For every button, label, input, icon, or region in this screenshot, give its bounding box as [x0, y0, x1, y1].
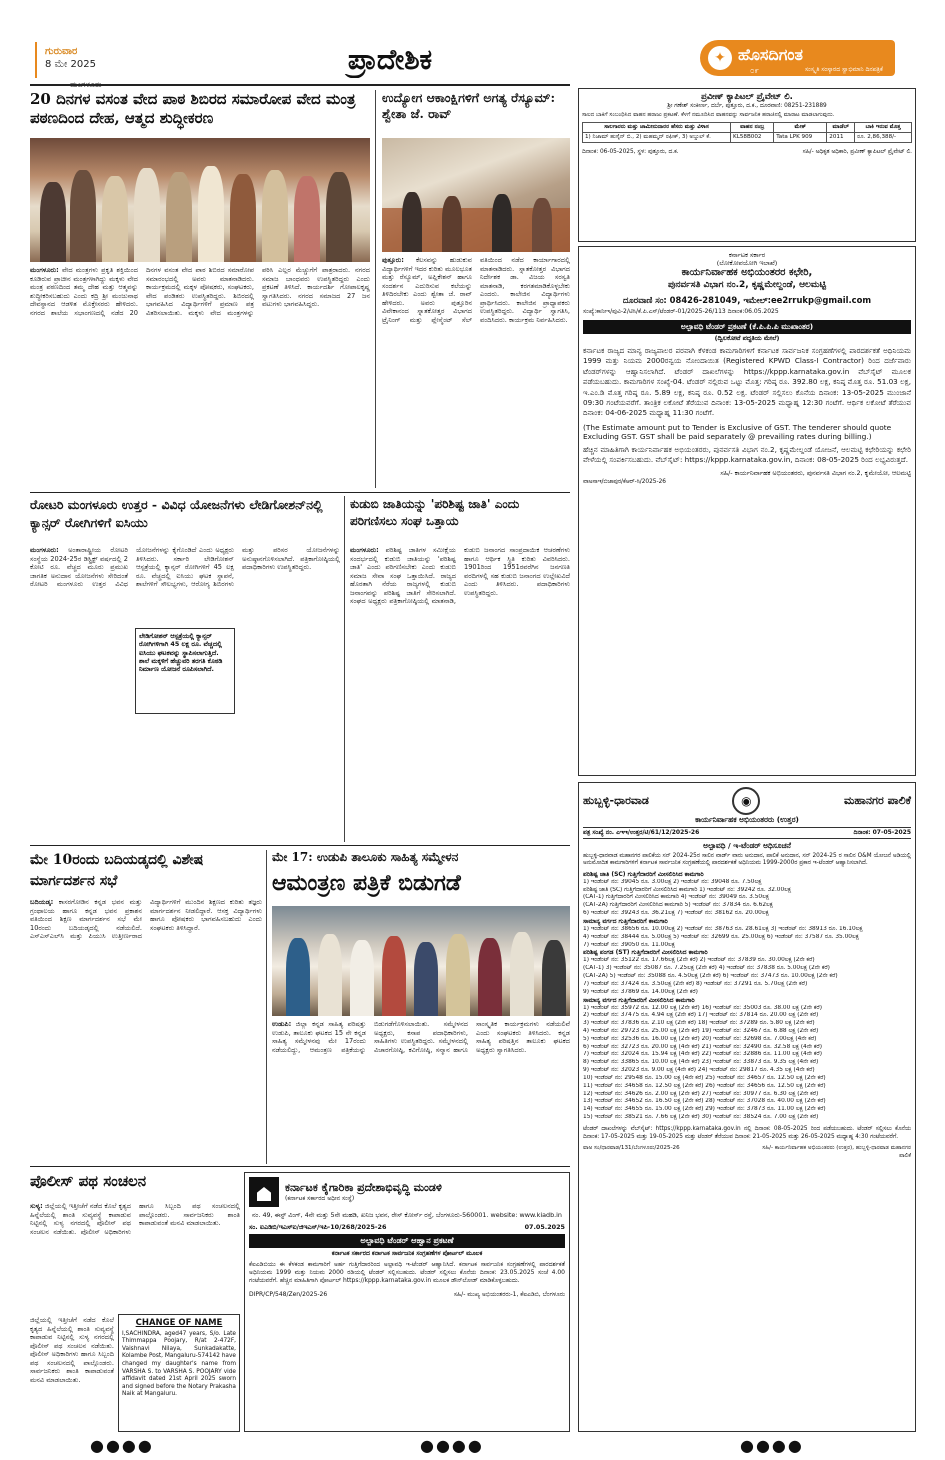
hdmc-ref: ಪತ್ರ ಸಂಖ್ಯೆ ನಂ. ಎಇಇ/ಉತ್ತರ/ಟಿ/61/12/2025-26: [583, 829, 700, 837]
kiadb-date: 07.05.2025: [524, 1222, 565, 1231]
kiadb-band: ಅಲ್ಪಾವಧಿ ಟೆಂಡರ್ ಆಹ್ವಾನ ಪ್ರಕಟಣೆ: [249, 1234, 565, 1248]
hdmc-work-line: 2) ಇಂಡೆಂಟ್ ನಂ: 37475 ರೂ. 4.94 ಲಕ್ಷ (2ನೇ ಕರೆ) 17) ಇಂಡೆಂಟ್ ನಂ: 37814 ರೂ. 20.00 ಲಕ್ಷ (2ನೇ ಕರೆ): [583, 1012, 819, 1019]
praveen-th: ಬಾಕಿ ಇರುವ ಮೊತ್ತ: [855, 122, 912, 132]
hdmc-org2: ಮಹಾನಗರ ಪಾಲಿಕೆ: [843, 793, 911, 807]
praveen-capital-ad: [578, 88, 916, 242]
hdmc-code: ವಾಅ ಸಂ/ಧಾರವಾಡ/131/ಬೆಂಗಳೂರು/2025-26: [583, 1145, 680, 1152]
praveen-th: ಮಾಡೆಲ್: [827, 122, 855, 132]
hdmc-work-line: 1) ಇಂಡೆಂಟ್ ನಂ: 38656 ರೂ. 10.00ಲಕ್ಷ 2) ಇಂಡೆಂಟ್ ನಂ: 38763 ರೂ. 28.61ಲಕ್ಷ 3) ಇಂಡೆಂಟ್ ನಂ: 38913 ರೂ. 16.10ಲಕ್ಷ: [583, 925, 863, 932]
column-divider: [266, 850, 267, 1164]
hdmc-work-line: ಪರಿಶಿಷ್ಟ ಜಾತಿ (SC) ಗುತ್ತಿಗೆದಾರರಿಗೆ ಮೀಸಲಿರಿಸಿದ ಕಾಮಗಾರಿ 1) ಇಂಡೆಂಟ್ ನಂ: 39242 ರೂ. 32.00ಲಕ್ಷ: [583, 886, 792, 893]
hdmc-footer: ಟೆಂಡರ್ ದಾಖಲೆಗಳನ್ನು ವೆಬ್‌ಸೈಟ್: https://kppp.karnataka.gov.in ನಲ್ಲಿ ದಿನಾಂಕ: 08-05-2025 ರಿಂದ ಪಡೆಯಬಹುದು. ಟೆಂಡರ್ ಸಲ್ಲಿಸಲು ಕೊನೆಯ ದಿನಾಂಕ: 17-05-2025 ಮತ್ತು 19-05-2025 ಮತ್ತು ಟೆಂಡರ್ ತೆರೆಯುವ ದಿನಾಂಕ: 21-05-2025 ಮತ್ತು 26-05-2025 ಮಧ್ಯಾಹ್ನ 4:30 ಗಂಟೆಯವರೆಗೆ.: [583, 1125, 911, 1140]
pwd-ref: ಸಂಖ್ಯೆ:ಕಾನೀಇ/ಪುವಿ-2/ಟಿಸಿ/ಕೆ.ಪಿ.ಎಸ್/ಟೆಂಡರ್-01/2025-26/113 ದಿನಾಂಕ:06.05.2025: [583, 308, 779, 316]
hdmc-group-title: ಪರಿಶಿಷ್ಟ ಜಾತಿ (SC) ಗುತ್ತಿಗೆದಾರರಿಗೆ ಮೀಸಲಿರಿಸಿದ ಕಾಮಗಾರಿ: [583, 870, 704, 878]
hdmc-date: ದಿನಾಂಕ: 07-05-2025: [853, 829, 911, 837]
pwd-phone: ದೂರವಾಣಿ ಸಂ: 08426-281049, ಇಮೇಲ್:ee2rrukp@gmail.com: [622, 294, 872, 305]
praveen-notice: ಸಾಲದ ಬಾಕಿಗೆ ಸಂಬಂಧಿಸಿದ ವಾಹನ ಹರಾಜು ಪ್ರಕಟಣೆ. ಕೆಳಗೆ ನಮೂದಿಸಿದ ವಾಹನವನ್ನು ಸಾರ್ವಜನಿಕ ಹರಾಜಿನಲ್ಲಿ ಮಾರಾಟ ಮಾಡಲಾಗುವುದು.: [582, 112, 835, 119]
hdmc-emblem-icon: ◉: [732, 787, 760, 815]
pwd-band2: (ದ್ವಿಲಕೋಟೆ ಪದ್ಧತಿಯ ಮೇಲೆ): [714, 333, 780, 342]
hdmc-work-line: 9) ಇಂಡೆಂಟ್ ನಂ: 37869 ರೂ. 14.00ಲಕ್ಷ (2ನೇ ಕರೆ): [583, 988, 698, 995]
pwd-sign: ಸಹಿ/- ಕಾರ್ಯನಿರ್ವಾಹಕ ಅಭಿಯಂತರರು, ಪುನರ್ವಸತಿ ವಿಭಾಗ ನಂ.2, ಕೃಮೇಯೋ, ಆಲಮಟ್ಟಿ: [720, 469, 911, 478]
pwd-dept: (ಲೋಕೋಪಯೋಗಿ ಇಲಾಖೆ): [716, 259, 778, 268]
hdmc-work-line: 1) ಇಂಡೆಂಟ್ ನಂ: 35972 ರೂ. 12.00 ಲಕ್ಷ (2ನೇ ಕರೆ) 16) ಇಂಡೆಂಟ್ ನಂ: 35003 ರೂ. 38.00 ಲಕ್ಷ (2ನೇ ಕರೆ): [583, 1004, 822, 1011]
udupi-text: ಜಿಲ್ಲಾ ಕನ್ನಡ ಸಾಹಿತ್ಯ ಪರಿಷತ್ತು ಉಡುಪಿ, ತಾಲೂಕು ಘಟಕದ 15 ನೇ ಕನ್ನಡ ಸಾಹಿತ್ಯ ಸಮ್ಮೇಳನವು ಮೇ 17ರಂದು ನಡೆಯಲಿದ್ದು, ಆಮಂತ್ರಣ ಪತ್ರಿಕೆಯನ್ನು ಬಿಡುಗಡೆಗೊಳಿಸಲಾಯಿತು. ಸಮ್ಮೇಳನದ ಅಧ್ಯಕ್ಷರು, ಕಸಾಪ ಪದಾಧಿಕಾರಿಗಳು, ಸಾಹಿತಿಗಳು ಉಪಸ್ಥಿತರಿದ್ದರು. ಸಮ್ಮೇಳನದಲ್ಲಿ ವಿಚಾರಗೋಷ್ಠಿ, ಕವಿಗೋಷ್ಠಿ, ಸನ್ಮಾನ ಹಾಗೂ ಸಾಂಸ್ಕೃತಿಕ ಕಾರ್ಯಕ್ರಮಗಳು ನಡೆಯಲಿವೆ ಎಂದು ಸಂಘಟಕರು ತಿಳಿಸಿದರು. ಕನ್ನಡ ಸಾಹಿತ್ಯ ಪರಿಷತ್ತಿನ ತಾಲೂಕು ಘಟಕದ ಅಧ್ಯಕ್ಷರು ಸ್ವಾಗತಿಸಿದರು.: [272, 1020, 570, 1054]
hdmc-work-line: (CAT-2A) ಗುತ್ತಿಗೆದಾರರಿಗೆ ಮೀಸಲಿರಿಸಿದ ಕಾಮಗಾರಿ 5) ಇಂಡೆಂಟ್ ನಂ: 37834 ರೂ. 6.62ಲಕ್ಷ: [583, 902, 773, 909]
change-of-name-ad: [118, 1314, 240, 1432]
praveen-td: KL58B002: [731, 132, 774, 142]
may10-body: [30, 898, 262, 1162]
pwd-office: ಕಾರ್ಯನಿರ್ವಾಹಕ ಅಭಿಯಂತರರ ಕಛೇರಿ,: [681, 267, 813, 279]
police-body-cont: [30, 1316, 114, 1432]
hdmc-work-line: 4) ಇಂಡೆಂಟ್ ನಂ: 38444 ರೂ. 5.00ಲಕ್ಷ 5) ಇಂಡೆಂಟ್ ನಂ: 32699 ರೂ. 25.00ಲಕ್ಷ 6) ಇಂಡೆಂಟ್ ನಂ: 37587 ರೂ. 35.00ಲಕ್ಷ: [583, 933, 859, 940]
praveen-td: Tata LPK 909: [774, 132, 827, 142]
udupi-kicker: ಮೇ 17: ಉಡುಪಿ ತಾಲೂಕು ಸಾಹಿತ್ಯ ಸಮ್ಮೇಳನ: [272, 850, 459, 864]
kudubi-headline: ಕುಡುಬಿ ಜಾತಿಯನ್ನು 'ಪರಿಶಿಷ್ಟ ಜಾತಿ' ಎಂದು ಪರಿಗಣಿಸಲು ಸಂಘ ಒತ್ತಾಯ: [350, 497, 520, 528]
vasanta-text: ವೇದ ಮಂತ್ರಗಳು ಪ್ರಕೃತಿ ಶಕ್ತಿಯಿಂದ ಕೂಡಿರುವ ಪ್ರಾಚೀನ ಮಂತ್ರಗಳಾಗಿದ್ದು ಮಕ್ಕಳು ವೇದ ಮಂತ್ರ ಪಠಣದಿಂದ ತಮ್ಮ ದೇಹ ಮತ್ತು ಆತ್ಮವನ್ನು ಶುದ್ಧೀಕರಿಸಬಹುದು ಎಂದು ಕದ್ರಿ ಶ್ರೀ ಮಂಜುನಾಥ ದೇವಸ್ಥಾನದ ಆಡಳಿತ ಮೊಕ್ತೇಸರರು ಹೇಳಿದರು. ನಗರದ ಶಾಲೆಯ ಸಭಾಂಗಣದಲ್ಲಿ ನಡೆದ 20 ದಿನಗಳ ವಸಂತ ವೇದ ಪಾಠ ಶಿಬಿರದ ಸಮಾರೋಪ ಸಮಾರಂಭದಲ್ಲಿ ಅವರು ಮಾತನಾಡಿದರು. ಕಾರ್ಯಕ್ರಮದಲ್ಲಿ ಮಕ್ಕಳ ಪೋಷಕರು, ಸಂಘಟಕರು, ವೇದ ಪಂಡಿತರು ಉಪಸ್ಥಿತರಿದ್ದರು. ಶಿಬಿರದಲ್ಲಿ ಭಾಗವಹಿಸಿದ ವಿದ್ಯಾರ್ಥಿಗಳಿಗೆ ಪ್ರಮಾಣ ಪತ್ರ ವಿತರಿಸಲಾಯಿತು. ಮಕ್ಕಳು ವೇದ ಮಂತ್ರಗಳನ್ನು ಪಠಿಸಿ ಎಲ್ಲರ ಮೆಚ್ಚುಗೆಗೆ ಪಾತ್ರರಾದರು. ನಗರದ ಸಮಾಜ ಬಾಂಧವರು ಉಪಸ್ಥಿತರಿದ್ದರು ಎಂದು ಪ್ರಕಟಣೆ ತಿಳಿಸಿದೆ. ಕಾರ್ಯದರ್ಶಿ ಗೋಪಾಲಕೃಷ್ಣ ಸ್ವಾಗತಿಸಿದರು. ನಗರದ ಸಮಾಜದ 27 ಜನ ವಟುಗಳು ಭಾಗವಹಿಸಿದ್ದರು.: [30, 266, 370, 317]
column-divider: [344, 496, 345, 842]
hdmc-work-line: 11) ಇಂಡೆಂಟ್ ನಂ: 34658 ರೂ. 12.50 ಲಕ್ಷ (2ನೇ ಕರೆ) 26) ಇಂಡೆಂಟ್ ನಂ: 34656 ರೂ. 12.50 ಲಕ್ಷ (2ನೇ ಕರೆ): [583, 1082, 826, 1089]
kudubi-body: [350, 546, 570, 840]
praveen-title: ಪ್ರವೀಣ್ ಕ್ಯಾಪಿಟಲ್ ಪ್ರೈವೇಟ್ ಲಿ.: [701, 92, 793, 102]
hdmc-office: ಕಾರ್ಯನಿರ್ವಾಹಕ ಅಭಿಯಂತರರು (ಉತ್ತರ): [695, 815, 799, 824]
hdmc-work-line: 9) ಇಂಡೆಂಟ್ ನಂ: 32023 ರೂ. 9.00 ಲಕ್ಷ (4ನೇ ಕರೆ) 24) ಇಂಡೆಂಟ್ ನಂ: 29817 ರೂ. 4.35 ಲಕ್ಷ (4ನೇ ಕರೆ): [583, 1067, 815, 1074]
rotary-headline: ರೋಟರಿ ಮಂಗಳೂರು ಉತ್ತರ - ವಿವಿಧ ಯೋಜನೆಗಳು ಲೇಡಿಗೋಶನ್‌ನಲ್ಲಿ ಕ್ಯಾನ್ಸರ್ ರೋಗಿಗಳಿಗೆ ಐಸಿಯು: [30, 497, 323, 530]
section-rule: [30, 1166, 570, 1167]
udupi-body: [272, 1020, 570, 1162]
pwd-division: ಪುನರ್ವಸತಿ ವಿಭಾಗ ನಂ.2, ಕೃಷ್ಣಮೇಲ್ದಂಡೆ, ಆಲಮಟ್ಟಿ: [668, 280, 826, 291]
hdmc-work-line: 12) ಇಂಡೆಂಟ್ ನಂ: 34626 ರೂ. 2.00 ಲಕ್ಷ (2ನೇ ಕರೆ) 27) ಇಂಡೆಂಟ್ ನಂ: 30977 ರೂ. 6.30 ಲಕ್ಷ (2ನೇ ಕರೆ): [583, 1090, 819, 1097]
hdmc-work-line: 4) ಇಂಡೆಂಟ್ ನಂ: 29723 ರೂ. 25.00 ಲಕ್ಷ (2ನೇ ಕರೆ) 19) ಇಂಡೆಂಟ್ ನಂ: 32467 ರೂ. 6.88 ಲಕ್ಷ (2ನೇ ಕರೆ): [583, 1028, 819, 1035]
pwd-gst: (The Estimate amount put to Tender is Exclusive of GST. The tenderer should quote Excluding GST. GST shall be paid separately @ prevailing rates during billing.): [583, 422, 892, 442]
hdmc-work-line: 7) ಇಂಡೆಂಟ್ ನಂ: 37424 ರೂ. 3.50ಲಕ್ಷ (2ನೇ ಕರೆ) 8) ಇಂಡೆಂಟ್ ನಂ: 37291 ರೂ. 5.70ಲಕ್ಷ (2ನೇ ಕರೆ): [583, 980, 808, 987]
kiadb-code: DIPR/CP/548/Zen/2025-26: [249, 1291, 328, 1299]
pwd-gov: ಕರ್ನಾಟಕ ಸರ್ಕಾರ: [728, 251, 766, 259]
hdmc-work-line: 1) ಇಂಡೆಂಟ್ ನಂ: 35122 ರೂ. 17.66ಲಕ್ಷ (2ನೇ ಕರೆ) 2) ಇಂಡೆಂಟ್ ನಂ: 37839 ರೂ. 30.00ಲಕ್ಷ (2ನೇ ಕರೆ): [583, 957, 815, 964]
section-rule: [30, 492, 570, 493]
page-number: ೦೯: [750, 66, 759, 75]
vasanta-headline: 20 ದಿನಗಳ ವಸಂತ ವೇದ ಪಾಠ ಶಿಬಿರದ ಸಮಾರೋಪ ವೇದ ಮಂತ್ರ ಪಠಣದಿಂದ ದೇಹ, ಆತ್ಮದ ಶುದ್ಧೀಕರಣ: [30, 90, 356, 127]
hdmc-work-line: 8) ಇಂಡೆಂಟ್ ನಂ: 33865 ರೂ. 10.00 ಲಕ್ಷ (4ನೇ ಕರೆ) 23) ಇಂಡೆಂಟ್ ನಂ: 33873 ರೂ. 9.35 ಲಕ್ಷ (4ನೇ ಕರೆ): [583, 1059, 819, 1066]
masthead-day: ಗುರುವಾರ: [45, 46, 78, 57]
praveen-sub: ಶ್ರೀ ಗಣೇಶ್ ಸಂಕೀರ್ಣ, ದರ್ಬೆ, ಪುತ್ತೂರು, ದ.ಕ., ದೂರವಾಣಿ: 08251-231889: [667, 102, 827, 109]
hdmc-work-line: (CAT-1) 3) ಇಂಡೆಂಟ್ ನಂ: 35087 ರೂ. 7.25ಲಕ್ಷ (2ನೇ ಕರೆ) 4) ಇಂಡೆಂಟ್ ನಂ: 37838 ರೂ. 5.00ಲಕ್ಷ (2ನೇ ಕರೆ): [583, 965, 830, 972]
change-of-name-title: CHANGE OF NAME: [135, 1318, 223, 1328]
kudubi-dateline: ಮಂಗಳೂರು:: [350, 546, 379, 554]
kiadb-title: ಕರ್ನಾಟಕ ಕೈಗಾರಿಕಾ ಪ್ರದೇಶಾಭಿವೃದ್ಧಿ ಮಂಡಳಿ: [285, 1181, 442, 1195]
kiadb-band2: ಕರ್ನಾಟಕ ಸರ್ಕಾರದ ಕರ್ನಾಟಕ ಸಾರ್ವಜನಿಕ ಸಂಗ್ರಹಣೆಗಳ ಪೋರ್ಟಲ್ ಮೂಲಕ: [331, 1250, 483, 1258]
hdmc-work-line: 5) ಇಂಡೆಂಟ್ ನಂ: 32536 ರೂ. 16.00 ಲಕ್ಷ (2ನೇ ಕರೆ) 20) ಇಂಡೆಂಟ್ ನಂ: 32698 ರೂ. 7.00ಲಕ್ಷ (4ನೇ ಕರೆ): [583, 1035, 817, 1042]
hdmc-sign: ಸಹಿ/- ಕಾರ್ಯನಿರ್ವಾಹಕ ಅಭಿಯಂತರರು (ಉತ್ತರ), ಹುಬ್ಬಳ್ಳಿ-ಧಾರವಾಡ ಮಹಾನಗರ ಪಾಲಿಕೆ: [762, 1145, 911, 1159]
vasanta-photo: [30, 138, 370, 262]
praveen-td: ರೂ. 2,86,388/-: [855, 132, 912, 142]
kiadb-address: ನಂ. 49, ಈಸ್ಟ್ ವಿಂಗ್, 4ನೇ ಮತ್ತು 5ನೇ ಮಹಡಿ, ಖನಿಜ ಭವನ, ರೇಸ್ ಕೋರ್ಸ್ ರಸ್ತೆ, ಬೆಂಗಳೂರು-560001. website: www.kiadb.in: [252, 1211, 562, 1219]
praveen-table: [582, 122, 912, 143]
change-of-name-text: I,SACHINDRA, aged47 years, S/o. Late Thimmappa Poojary, R/at 2-472F, Vaishnavi Nilaya, Sunkadakatte, Kolambe Post, Mangaluru-574142 have changed my daughter's name from VARSHA S. to VARSHA S. POOJARY vide affidavit dated 21st April 2025 sworn and signed before the Notary Prakasha Naik at Mangaluru.: [122, 1330, 236, 1398]
pwd-tail: ಹೆಚ್ಚಿನ ಮಾಹಿತಿಗಾಗಿ ಕಾರ್ಯನಿರ್ವಾಹಕ ಅಭಿಯಂತರರು, ಪುನರ್ವಸತಿ ವಿಭಾಗ ನಂ.2, ಕೃಷ್ಣಮೇಲ್ದಂಡೆ ಯೋಜನೆ, ಆಲಮಟ್ಟಿ ಕಛೇರಿಯನ್ನು ಕಛೇರಿ ವೇಳೆಯಲ್ಲಿ ಸಂಪರ್ಕಿಸಬಹುದು. ವೆಬ್‌ಸೈಟ್: https://kppp.karnataka.gov.in, ದಿನಾಂಕ: 08-05-2025 ರಿಂದ ಲಭ್ಯವಿರುತ್ತದೆ.: [583, 445, 911, 465]
udyoga-dateline: ಪುತ್ತೂರು:: [382, 256, 404, 264]
praveen-td: 2011: [827, 132, 855, 142]
kiadb-logo: [249, 1177, 279, 1207]
pwd-band: ಅಲ್ಪಾವಧಿ ಟೆಂಡರ್ ಪ್ರಕಟಣೆ (ಕೆ.ಪಿ.ಪಿ.ಪಿ ಮುಖಾಂತರ): [583, 320, 911, 333]
police-text-cont: ಜಿಲ್ಲೆಯಲ್ಲಿ ಇತ್ತೀಚೆಗೆ ನಡೆದ ಕೊಲೆ ಕೃತ್ಯದ ಹಿನ್ನೆಲೆಯಲ್ಲಿ ಶಾಂತಿ ಸುವ್ಯವಸ್ಥೆ ಕಾಪಾಡುವ ನಿಟ್ಟಿನಲ್ಲಿ ಸುಳ್ಯ ನಗರದಲ್ಲಿ ಪೊಲೀಸ್ ಪಥ ಸಂಚಲನ ನಡೆಯಿತು. ಪೊಲೀಸ್ ಅಧಿಕಾರಿಗಳು ಹಾಗೂ ಸಿಬ್ಬಂದಿ ಪಥ ಸಂಚಲನದಲ್ಲಿ ಪಾಲ್ಗೊಂಡರು. ಸಾರ್ವಜನಿಕರು ಶಾಂತಿ ಕಾಪಾಡುವಂತೆ ಮನವಿ ಮಾಡಲಾಯಿತು.: [30, 1316, 114, 1384]
hdmc-work-line: 10) ಇಂಡೆಂಟ್ ನಂ: 29548 ರೂ. 15.00 ಲಕ್ಷ (4ನೇ ಕರೆ) 25) ಇಂಡೆಂಟ್ ನಂ: 34657 ರೂ. 12.50 ಲಕ್ಷ (2ನೇ ಕರೆ): [583, 1074, 826, 1081]
rotary-pull-quote: ಲೇಡಿಗೋಶನ್ ಆಸ್ಪತ್ರೆಯಲ್ಲಿ ಕ್ಯಾನ್ಸರ್ ರೋಗಿಗಳಿಗಾಗಿ 45 ಲಕ್ಷ ರೂ. ವೆಚ್ಚದಲ್ಲಿ ಐಸಿಯು ಘಟಕವನ್ನು ಸ್ಥಾಪಿಸಲಾಗುತ್ತಿದೆ. ಶಾಲೆ ಮಕ್ಕಳಿಗೆ ಹೆಚ್ಚುವರಿ ತರಗತಿ ಕೊಠಡಿ ನಿರ್ಮಾಣ ಯೋಜನೆ ರೂಪಿಸಲಾಗಿದೆ.: [135, 628, 235, 714]
hdmc-group-title: ಸಾಮಾನ್ಯ ವರ್ಗದ ಗುತ್ತಿಗೆದಾರರಿಗೆ ಮೀಸಲಿರಿಸಿದ ಕಾಮಗಾರಿ: [583, 996, 695, 1004]
hdmc-work-line: 7) ಇಂಡೆಂಟ್ ನಂ: 39050 ರೂ. 11.00ಲಕ್ಷ: [583, 941, 675, 948]
udyoga-text: ಕೆಲಸವನ್ನು ಹುಡುಕುವ ವಿದ್ಯಾರ್ಥಿಗಳಿಗೆ ಇದರ ಕುರಿತು ಮೂಲಭೂತ ಮತ್ತು ರೆಸ್ಯೂಮ್, ಅಪ್ಲಿಕೇಶನ್ ಹಾಗೂ ಸಂದರ್ಶನ ಎದುರಿಸುವ ಕಲೆಯನ್ನು ತಿಳಿದಿರಬೇಕು ಎಂದು ಶ್ವೇತಾ ಜೆ. ರಾವ್ ಹೇಳಿದರು. ಅವರು ಪುತ್ತೂರಿನ ವಿವೇಕಾನಂದ ಸ್ನಾತಕೋತ್ತರ ವಿಭಾಗದ ಟ್ರೈನಿಂಗ್ ಮತ್ತು ಪ್ಲೇಸ್ಮೆಂಟ್ ಸೆಲ್ ವತಿಯಿಂದ ನಡೆದ ಕಾರ್ಯಾಗಾರದಲ್ಲಿ ಮಾತನಾಡಿದರು. ಸ್ನಾತಕೋತ್ತರ ವಿಭಾಗದ ನಿರ್ದೇಶಕ ಡಾ. ವಿಜಯ ಸರಸ್ವತಿ ಮಾತನಾಡಿ, ಕರಗತಮಾಡಿಕೊಳ್ಳಬೇಕು ಎಂದರು. ಕಾಲೇಜಿನ ವಿದ್ಯಾರ್ಥಿಗಳು ಪ್ರಾರ್ಥಿಸಿದರು. ಕಾಲೇಜಿನ ಪ್ರಾಧ್ಯಾಪಕರು ಉಪಸ್ಥಿತರಿದ್ದರು. ವಿದ್ಯಾರ್ಥಿ ಸ್ವಾಗತಿಸಿ, ವಂದಿಸಿದರು. ಕಾರ್ಯಕ್ರಮ ನಿರ್ವಹಿಸಿದರು.: [382, 256, 570, 324]
masthead-date-block: [45, 45, 130, 71]
hdmc-group-title: ಪರಿಶಿಷ್ಟ ಪಂಗಡ (ST) ಗುತ್ತಿಗೆದಾರರಿಗೆ ಮೀಸಲಿರಿಸಿದ ಕಾಮಗಾರಿ: [583, 949, 708, 957]
hdmc-ad: [578, 782, 916, 1432]
udyoga-photo: [382, 138, 570, 252]
hdmc-work-line: 6) ಇಂಡೆಂಟ್ ನಂ: 39243 ರೂ. 36.21ಲಕ್ಷ 7) ಇಂಡೆಂಟ್ ನಂ: 38162 ರೂ. 20.00ಲಕ್ಷ: [583, 910, 769, 917]
may10-headline: ಮೇ 10ರಂದು ಬದಿಯಡ್ಕದಲ್ಲಿ ವಿಶೇಷ ಮಾರ್ಗದರ್ಶನ ಸಭೆ: [30, 852, 204, 889]
udupi-photo: [272, 906, 570, 1016]
masthead-rule: [30, 84, 570, 86]
column-divider: [375, 90, 376, 488]
udyoga-body: [382, 256, 570, 488]
hdmc-group-title: ಸಾಮಾನ್ಯ ವರ್ಗದ ಗುತ್ತಿಗೆದಾರರಿಗೆ ಕಾಮಗಾರಿ: [583, 917, 668, 925]
hdmc-work-list: [583, 871, 911, 1122]
section-title: ಪ್ರಾದೇಶಿಕ: [347, 43, 433, 76]
udyoga-headline: ಉದ್ಯೋಗ ಆಕಾಂಕ್ಷಿಗಳಿಗೆ ಅಗತ್ಯ ರೆಸ್ಯೂಮ್: ಶ್ವೇತಾ ಜೆ. ರಾವ್: [382, 90, 556, 122]
rotary-text: ಅಂತಾರಾಷ್ಟ್ರೀಯ ರೋಟರಿ ಸಂಸ್ಥೆಯ 2024-25ರ ಡಿಸ್ಟ್ರಿಕ್ಟ್ ವರ್ಷದಲ್ಲಿ 2 ಕೋಟಿ ರೂ. ವೆಚ್ಚದ ಮೂರು ಪ್ರಮುಖ ಜಾಗತಿಕ ಅನುದಾನ ಯೋಜನೆಗಳು ಸೇರಿದಂತೆ ರೋಟರಿ ಮಂಗಳೂರು ಉತ್ತರ ವಿವಿಧ ಯೋಜನೆಗಳನ್ನು ಕೈಗೊಂಡಿದೆ ಎಂದು ಅಧ್ಯಕ್ಷರು ತಿಳಿಸಿದರು. ಸರ್ಕಾರಿ ಲೇಡಿಗೋಶನ್ ಆಸ್ಪತ್ರೆಯಲ್ಲಿ ಕ್ಯಾನ್ಸರ್ ರೋಗಿಗಳಿಗೆ 45 ಲಕ್ಷ ರೂ. ವೆಚ್ಚದಲ್ಲಿ ಐಸಿಯು ಘಟಕ ಸ್ಥಾಪನೆ, ಶಾಲೆಗಳಿಗೆ ಸೌಲಭ್ಯಗಳು, ಆರೋಗ್ಯ ಶಿಬಿರಗಳು ಮತ್ತು ಪರಿಸರ ಯೋಜನೆಗಳನ್ನು ಅನುಷ್ಠಾನಗೊಳಿಸಲಾಗಿದೆ. ಪತ್ರಿಕಾಗೋಷ್ಠಿಯಲ್ಲಿ ಪದಾಧಿಕಾರಿಗಳು ಉಪಸ್ಥಿತರಿದ್ದರು.: [30, 546, 340, 589]
masthead: [0, 0, 945, 88]
hdmc-intro: ಹುಬ್ಬಳ್ಳಿ-ಧಾರವಾಡ ಮಹಾನಗರ ಪಾಲಿಕೆಯ ಸನ್ 2024-25ರ ಸಾಲಿನ ವಾರ್ಡ್ ವಾರು ಅನುದಾನ, ಪಾಲಿಕೆ ಅನುದಾನ, ಸನ್ 2024-25 ರ ಸಾಲಿನ O&M ಯೋಜನೆ ಅಡಿಯಲ್ಲಿ ಅನುಮೋದಿತ ಕಾಮಗಾರಿಗಳಿಗೆ ಕರ್ನಾಟಕ ಸಾರ್ವಜನಿಕ ಸಂಗ್ರಹಣೆಯಲ್ಲಿ ಪಾರದರ್ಶಕತೆ ಅಧಿನಿಯಮ 1999-2000ರ ಪ್ರಕಾರ ಇ-ಟೆಂಡರ್ ಆಹ್ವಾನಿಸಲಾಗಿದೆ.: [583, 852, 911, 867]
hdmc-work-line: 15) ಇಂಡೆಂಟ್ ನಂ: 38521 ರೂ. 7.66 ಲಕ್ಷ (2ನೇ ಕರೆ) 30) ಇಂಡೆಂಟ್ ನಂ: 38524 ರೂ. 7.00 ಲಕ್ಷ (2ನೇ ಕರೆ): [583, 1113, 819, 1120]
udupi-headline: ಆಮಂತ್ರಣ ಪತ್ರಿಕೆ ಬಿಡುಗಡೆ: [272, 870, 461, 896]
hdmc-work-line: (CAT-2A) 5) ಇಂಡೆಂಟ್ ನಂ: 35088 ರೂ. 4.50ಲಕ್ಷ (2ನೇ ಕರೆ) 6) ಇಂಡೆಂಟ್ ನಂ: 37473 ರೂ. 10.00ಲಕ್ಷ (2ನೇ ಕರೆ): [583, 973, 838, 980]
police-body: [30, 1202, 240, 1312]
paper-tagline: ಸಂಸ್ಕೃತಿ ಸಂಸ್ಕಾರದ ಸ್ವಾಭಿಮಾನಿ ದಿನಪತ್ರಿಕೆ: [805, 66, 883, 73]
hdmc-work-line: 1) ಇಂಡೆಂಟ್ ನಂ: 39045 ರೂ. 3.00ಲಕ್ಷ 2) ಇಂಡೆಂಟ್ ನಂ: 39048 ರೂ. 7.50ಲಕ್ಷ: [583, 878, 762, 885]
hdmc-work-line: 13) ಇಂಡೆಂಟ್ ನಂ: 34652 ರೂ. 16.50 ಲಕ್ಷ (2ನೇ ಕರೆ) 28) ಇಂಡೆಂಟ್ ನಂ: 37028 ರೂ. 40.00 ಲಕ್ಷ (2ನೇ ಕರೆ): [583, 1098, 826, 1105]
praveen-th: ವಾಹನ ನಂಬ್ರ: [731, 122, 774, 132]
pwd-body: ಕರ್ನಾಟಕ ರಾಜ್ಯದ ಮಾನ್ಯ ರಾಜ್ಯಪಾಲರ ಪರವಾಗಿ ಕೆಳಕಂಡ ಕಾಮಗಾರಿಗಳಿಗೆ ಕರ್ನಾಟಕ ಸಾರ್ವಜನಿಕ ಸಂಗ್ರಹಣೆಗಳಲ್ಲಿ ಪಾರದರ್ಶಕತೆ ಅಧಿನಿಯಮ 1999 ಮತ್ತು ನಿಯಮ 2000ರನ್ವಯ ನೋಂದಾಯಿತ (Registered KPWD Class-I Contractor) ರಿಂದ ದರ್ಜೆವಾರು ಟೆಂಡರ್‌ಗಳನ್ನು ಆಹ್ವಾನಿಸಲಾಗಿದೆ. ಟೆಂಡರ್ ದಾಖಲೆಗಳನ್ನು https://kppp.karnataka.gov.in ವೆಬ್‌ಸೈಟ್ ಮೂಲಕ ಪಡೆಯಬಹುದು. ಕಾಮಗಾರಿಗಳ ಸಂಖ್ಯೆ-04. ಟೆಂಡರ್ ನಲ್ಲಿರುವ ಒಟ್ಟು ಮೊತ್ತ: ಗರಿಷ್ಠ ರೂ. 392.80 ಲಕ್ಷ, ಕನಿಷ್ಠ ಮೊತ್ತ ರೂ. 51.03 ಲಕ್ಷ, ಇ.ಎಂ.ಡಿ ಮೊತ್ತ ಗರಿಷ್ಠ ರೂ. 5.89 ಲಕ್ಷ, ಕನಿಷ್ಠ ರೂ. 0.52 ಲಕ್ಷ. ಟೆಂಡರ್ ಸಲ್ಲಿಸಲು ಕೊನೆಯ ದಿನಾಂಕ: 13-05-2025 ಮುಂಜಾನೆ 09:30 ಗಂಟೆಯವರೆಗೆ. ತಾಂತ್ರಿಕ ಲಕೋಟೆ ತೆರೆಯುವ ದಿನಾಂಕ: 13-05-2025 ಮಧ್ಯಾಹ್ನ 12:30 ಗಂಟೆಗೆ. ಆರ್ಥಿಕ ಲಕೋಟೆ ತೆರೆಯುವ ದಿನಾಂಕ: 04-06-2025 ಮಧ್ಯಾಹ್ನ 11:30 ಗಂಟೆಗೆ.: [583, 345, 911, 418]
police-text: ಜಿಲ್ಲೆಯಲ್ಲಿ ಇತ್ತೀಚೆಗೆ ನಡೆದ ಕೊಲೆ ಕೃತ್ಯದ ಹಿನ್ನೆಲೆಯಲ್ಲಿ ಶಾಂತಿ ಸುವ್ಯವಸ್ಥೆ ಕಾಪಾಡುವ ನಿಟ್ಟಿನಲ್ಲಿ ಸುಳ್ಯ ನಗರದಲ್ಲಿ ಪೊಲೀಸ್ ಪಥ ಸಂಚಲನ ನಡೆಯಿತು. ಪೊಲೀಸ್ ಅಧಿಕಾರಿಗಳು ಹಾಗೂ ಸಿಬ್ಬಂದಿ ಪಥ ಸಂಚಲನದಲ್ಲಿ ಪಾಲ್ಗೊಂಡರು. ಸಾರ್ವಜನಿಕರು ಶಾಂತಿ ಕಾಪಾಡುವಂತೆ ಮನವಿ ಮಾಡಲಾಯಿತು.: [30, 1202, 240, 1236]
kudubi-text: ಪರಿಶಿಷ್ಟ ಜಾತಿಗಳ ಸಮೀಕ್ಷೆಯ ಸಂದರ್ಭದಲ್ಲಿ ಕುಡುಬಿ ಜಾತಿಯನ್ನು 'ಪರಿಶಿಷ್ಟ ಜಾತಿ' ಎಂದು ಪರಿಗಣಿಸಬೇಕು ಎಂದು ಕುಡುಬಿ ಸಮಾಜ ಸೇವಾ ಸಂಘ ಒತ್ತಾಯಿಸಿದೆ. ರಾಜ್ಯದ ಹೊರತಾಗಿ ನೆರೆಯ ರಾಜ್ಯಗಳಲ್ಲಿ ಕುಡುಬಿ ಜನಾಂಗವನ್ನು ಪರಿಶಿಷ್ಟ ಜಾತಿಗೆ ಸೇರಿಸಲಾಗಿದೆ. ಸಂಘದ ಅಧ್ಯಕ್ಷರು ಪತ್ರಿಕಾಗೋಷ್ಠಿಯಲ್ಲಿ ಮಾತನಾಡಿ, ಕುಡುಬಿ ಜನಾಂಗದ ಸಾಂಪ್ರದಾಯಿಕ ಆಚರಣೆಗಳು ಹಾಗೂ ಆರ್ಥಿಕ ಸ್ಥಿತಿ ಕುರಿತು ವಿವರಿಸಿದರು. 1901ರಿಂದ 1951ರವರೆಗಿನ ಜನಗಣತಿ ವರದಿಗಳಲ್ಲಿ ಸಹ ಕುಡುಬಿ ಜನಾಂಗದ ಉಲ್ಲೇಖವಿದೆ ಎಂದು ತಿಳಿಸಿದರು. ಪದಾಧಿಕಾರಿಗಳು ಉಪಸ್ಥಿತರಿದ್ದರು.: [350, 546, 570, 606]
kiadb-ref: ಸಂ. ಐಎಡಿಬಿ/ಇಎಸ್ಐ/ಜಿಇಎಸ್/ಇಪಿ-10/268/2025-26: [249, 1222, 387, 1231]
kiadb-ad: [244, 1172, 570, 1432]
praveen-sign: ಸಹಿ/- ಅಧಿಕೃತ ಅಧಿಕಾರಿ, ಪ್ರವೀಣ್ ಕ್ಯಾಪಿಟಲ್ ಪ್ರೈವೇಟ್ ಲಿ.: [802, 148, 912, 155]
hdmc-work-line: 14) ಇಂಡೆಂಟ್ ನಂ: 34655 ರೂ. 15.00 ಲಕ್ಷ (2ನೇ ಕರೆ) 29) ಇಂಡೆಂಟ್ ನಂ: 37873 ರೂ. 11.00 ಲಕ್ಷ (2ನೇ ಕರೆ): [583, 1106, 826, 1113]
udupi-dateline: ಉಡುಪಿ:: [272, 1020, 292, 1028]
hdmc-work-line: 6) ಇಂಡೆಂಟ್ ನಂ: 32723 ರೂ. 20.00 ಲಕ್ಷ (4ನೇ ಕರೆ) 21) ಇಂಡೆಂಟ್ ನಂ: 32490 ರೂ. 32.58 ಲಕ್ಷ (4ನೇ ಕರೆ): [583, 1043, 822, 1050]
vasanta-body: [30, 266, 370, 488]
pwd-code: ವಾಅಸಾಇ/ಬಿಜಾಪುರ/ಕೆಆರ್-ಸಿ/2025-26: [583, 479, 666, 486]
masthead-accent-bar: [35, 42, 37, 78]
kiadb-sub: (ಕರ್ನಾಟಕ ಸರ್ಕಾರದ ಅಧೀನ ಸಂಸ್ಥೆ): [285, 1195, 355, 1203]
hdmc-org: ಹುಬ್ಬಳ್ಳಿ-ಧಾರವಾಡ: [583, 793, 649, 807]
masthead-date: 8 ಮೇ 2025: [45, 59, 96, 70]
pwd-tender-ad: [578, 246, 916, 776]
hdmc-band: ಅಲ್ಪಾವಧಿ / ಇ-ಟೆಂಡರ್ ಅಧಿಸೂಚನೆ: [703, 841, 791, 851]
kiadb-sign: ಸಹಿ/- ಮುಖ್ಯ ಅಭಿಯಂತರರು-1, ಕೆಐಎಡಿಬಿ, ಬೆಂಗಳೂರು: [453, 1291, 565, 1299]
lamp-icon: ✦: [708, 46, 732, 70]
praveen-td: 1) ನಿಜಾಮ್ ಹುಸೈನ್ ಬಿ., 2) ಮಹಮ್ಮದ್ ರಫೀಕ್, 3) ಅಬ್ದುಲ್ ಕೆ.: [583, 132, 731, 142]
paper-logo: [700, 40, 895, 76]
rotary-dateline: ಮಂಗಳೂರು:: [30, 546, 59, 554]
paper-name: ಹೊಸದಿಗಂತ: [738, 45, 803, 64]
police-headline: ಪೊಲೀಸ್ ಪಥ ಸಂಚಲನ: [30, 1172, 147, 1190]
praveen-th: ಮೇಕ್: [774, 122, 827, 132]
section-rule: [30, 845, 570, 846]
hdmc-work-line: (CAT-1) ಗುತ್ತಿಗೆದಾರರಿಗೆ ಮೀಸಲಿರಿಸಿದ ಕಾಮಗಾರಿ 4) ಇಂಡೆಂಟ್ ನಂ: 39049 ರೂ. 3.50ಲಕ್ಷ: [583, 894, 769, 901]
praveen-th: ಸಾಲಗಾರರು ಮತ್ತು ಜಾಮೀನುದಾರರ ಹೆಸರು ಮತ್ತು ವಿಳಾಸ: [583, 122, 731, 132]
may10-text: ಕಾಸರಗೋಡಿನ ಕನ್ನಡ ಭವನ ಮತ್ತು ಗ್ರಂಥಾಲಯ ಹಾಗೂ ಕನ್ನಡ ಭವನ ಪ್ರಕಾಶನ ವತಿಯಿಂದ ಶಿಕ್ಷಣ ಮಾರ್ಗದರ್ಶನ ಸಭೆ ಮೇ 10ರಂದು ಬದಿಯಡ್ಕದಲ್ಲಿ ನಡೆಯಲಿದೆ. ಎಸ್‌ಎಸ್‌ಎಲ್‌ಸಿ ಮತ್ತು ಪಿಯುಸಿ ಉತ್ತೀರ್ಣರಾದ ವಿದ್ಯಾರ್ಥಿಗಳಿಗೆ ಮುಂದಿನ ಶಿಕ್ಷಣದ ಕುರಿತು ತಜ್ಞರು ಮಾರ್ಗದರ್ಶನ ನೀಡಲಿದ್ದಾರೆ. ಆಸಕ್ತ ವಿದ್ಯಾರ್ಥಿಗಳು ಹಾಗೂ ಪೋಷಕರು ಭಾಗವಹಿಸಬಹುದು ಎಂದು ಸಂಘಟಕರು ತಿಳಿಸಿದ್ದಾರೆ.: [30, 898, 262, 941]
praveen-footer: ದಿನಾಂಕ: 06-05-2025, ಸ್ಥಳ: ಪುತ್ತೂರು, ದ.ಕ.: [582, 148, 679, 155]
may10-dateline: ಬದಿಯಡ್ಕ:: [30, 898, 54, 906]
kiadb-body: ಕೆಐಎಡಿಬಿಯು ಈ ಕೆಳಕಂಡ ಕಾಮಗಾರಿಗೆ ಅರ್ಹ ಗುತ್ತಿಗೆದಾರರಿಂದ ಅಲ್ಪಾವಧಿ ಇ-ಟೆಂಡರ್ ಆಹ್ವಾನಿಸಿದೆ. ಕರ್ನಾಟಕ ಸಾರ್ವಜನಿಕ ಸಂಗ್ರಹಣೆಗಳಲ್ಲಿ ಪಾರದರ್ಶಕತೆ ಅಧಿನಿಯಮ 1999 ಮತ್ತು ನಿಯಮ 2000 ರಡಿಯಲ್ಲಿ ಟೆಂಡರ್ ಸಲ್ಲಿಸಬಹುದು. ಟೆಂಡರ್ ಸಲ್ಲಿಸಲು ಕೊನೆಯ ದಿನಾಂಕ: 23.05.2025 ಸಂಜೆ 4.00 ಗಂಟೆಯವರೆಗೆ. ಹೆಚ್ಚಿನ ಮಾಹಿತಿಗಾಗಿ ಪೋರ್ಟಲ್ https://kppp.karnataka.gov.in ಮೂಲಕ ಡೌನ್‌ಲೋಡ್ ಮಾಡಿಕೊಳ್ಳಬಹುದು.: [249, 1260, 565, 1284]
footer-dots: ●●●●: [420, 1436, 484, 1455]
footer-dots: ●●●●: [740, 1436, 804, 1455]
vasanta-dateline: ಮಂಗಳೂರು:: [30, 266, 59, 274]
hdmc-work-line: 7) ಇಂಡೆಂಟ್ ನಂ: 32024 ರೂ. 15.94 ಲಕ್ಷ (4ನೇ ಕರೆ) 22) ಇಂಡೆಂಟ್ ನಂ: 32886 ರೂ. 11.00 ಲಕ್ಷ (4ನೇ ಕರೆ): [583, 1051, 822, 1058]
police-dateline: ಸುಳ್ಯ:: [30, 1202, 43, 1210]
hdmc-work-line: 3) ಇಂಡೆಂಟ್ ನಂ: 37836 ರೂ. 2.10 ಲಕ್ಷ (2ನೇ ಕರೆ) 18) ಇಂಡೆಂಟ್ ನಂ: 37289 ರೂ. 5.80 ಲಕ್ಷ (2ನೇ ಕರೆ): [583, 1020, 815, 1027]
footer-dots: ●●●●: [90, 1436, 154, 1455]
